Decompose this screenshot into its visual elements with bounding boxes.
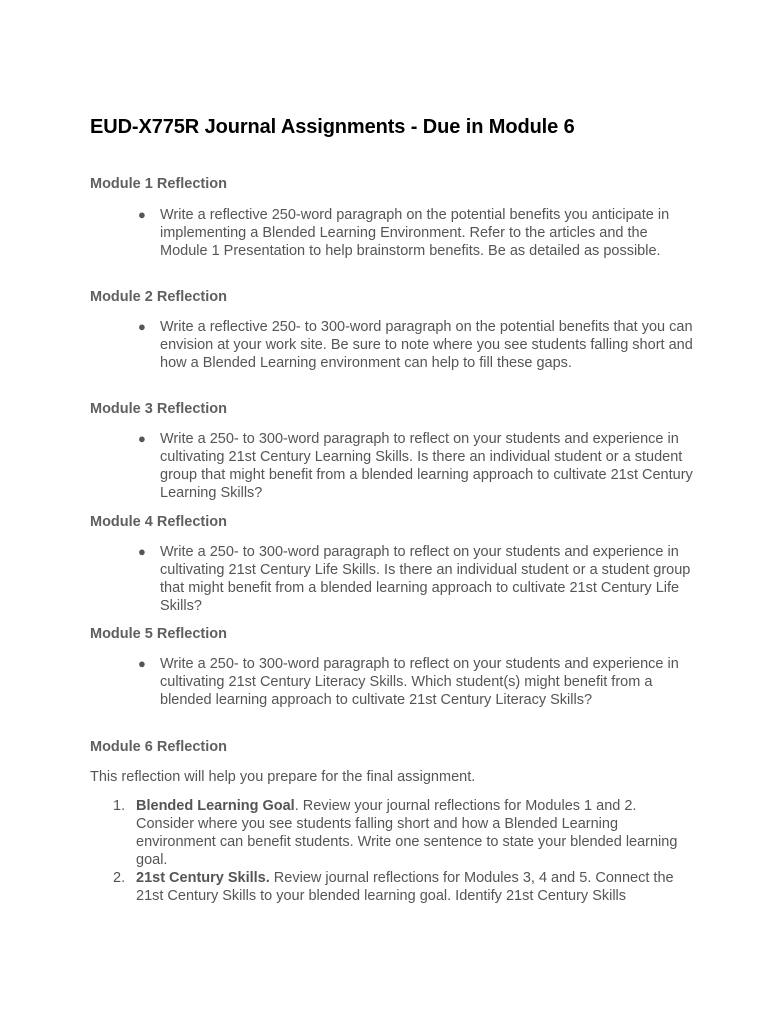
module-3-bullet [138, 430, 698, 502]
module-4-bullet-text: Write a 250- to 300-word paragraph to reflect on your students and experience in cultivating 21st Century Life Skills. Is there an individual student or a student group that might benefit from a blended learning approach to cultivate 21st Century Life Skills? [160, 544, 691, 614]
bullet-icon: ● [138, 207, 146, 222]
module-5-bullet-text: Write a 250- to 300-word paragraph to reflect on your students and experience in cultivating 21st Century Literacy Skills. Which student(s) might benefit from a blended learning approach to cultivate 21st Century Literacy Skills? [160, 656, 679, 708]
item-bold-label: Blended Learning Goal [136, 798, 295, 814]
numbered-item-1 [113, 797, 693, 869]
module-6-heading: Module 6 Reflection [90, 739, 227, 755]
module-1-bullet [138, 206, 698, 260]
module-3-bullet-text: Write a 250- to 300-word paragraph to reflect on your students and experience in cultivating 21st Century Learning Skills. Is there an individual student or a student group that might benefit from a blended learning approach to cultivate 21st Century Learning Skills? [160, 431, 693, 501]
module-6-intro: This reflection will help you prepare for the final assignment. [90, 769, 476, 785]
item-bold-label: 21st Century Skills. [136, 870, 270, 886]
bullet-icon: ● [138, 431, 146, 446]
item-body: . Review your journal reflections for Modules 1 and 2. Consider where you see students falling short and how a Blended Learning environment can benefit students. Write one sentence to state your blended learning goal. [136, 798, 678, 868]
module-1-heading: Module 1 Reflection [90, 176, 227, 192]
item-text [136, 797, 693, 869]
numbered-item-2 [113, 869, 693, 905]
module-2-bullet-text: Write a reflective 250- to 300-word paragraph on the potential benefits that you can envision at your work site. Be sure to note where you see students falling short and how a Blended Learning environment can help to fill these gaps. [160, 319, 693, 371]
module-4-heading: Module 4 Reflection [90, 514, 227, 530]
item-number: 1. [113, 798, 126, 814]
bullet-icon: ● [138, 319, 146, 334]
item-number: 2. [113, 870, 126, 886]
module-5-bullet [138, 655, 698, 709]
module-1-bullet-text: Write a reflective 250-word paragraph on the potential benefits you anticipate in implementing a Blended Learning Environment. Refer to the articles and the Module 1 Presentation to help brainstorm benefits. Be as detailed as possible. [160, 207, 670, 259]
bullet-icon: ● [138, 656, 146, 671]
item-text [136, 869, 693, 905]
module-2-bullet [138, 318, 698, 372]
module-3-heading: Module 3 Reflection [90, 401, 227, 417]
item-body: Review journal reflections for Modules 3, 4 and 5. Connect the 21st Century Skills to your blended learning goal. Identify 21st Century Skills [136, 870, 674, 904]
bullet-icon: ● [138, 544, 146, 559]
module-2-heading: Module 2 Reflection [90, 289, 227, 305]
module-4-bullet [138, 543, 698, 615]
module-5-heading: Module 5 Reflection [90, 626, 227, 642]
page-title: EUD-X775R Journal Assignments - Due in Module 6 [90, 116, 575, 138]
